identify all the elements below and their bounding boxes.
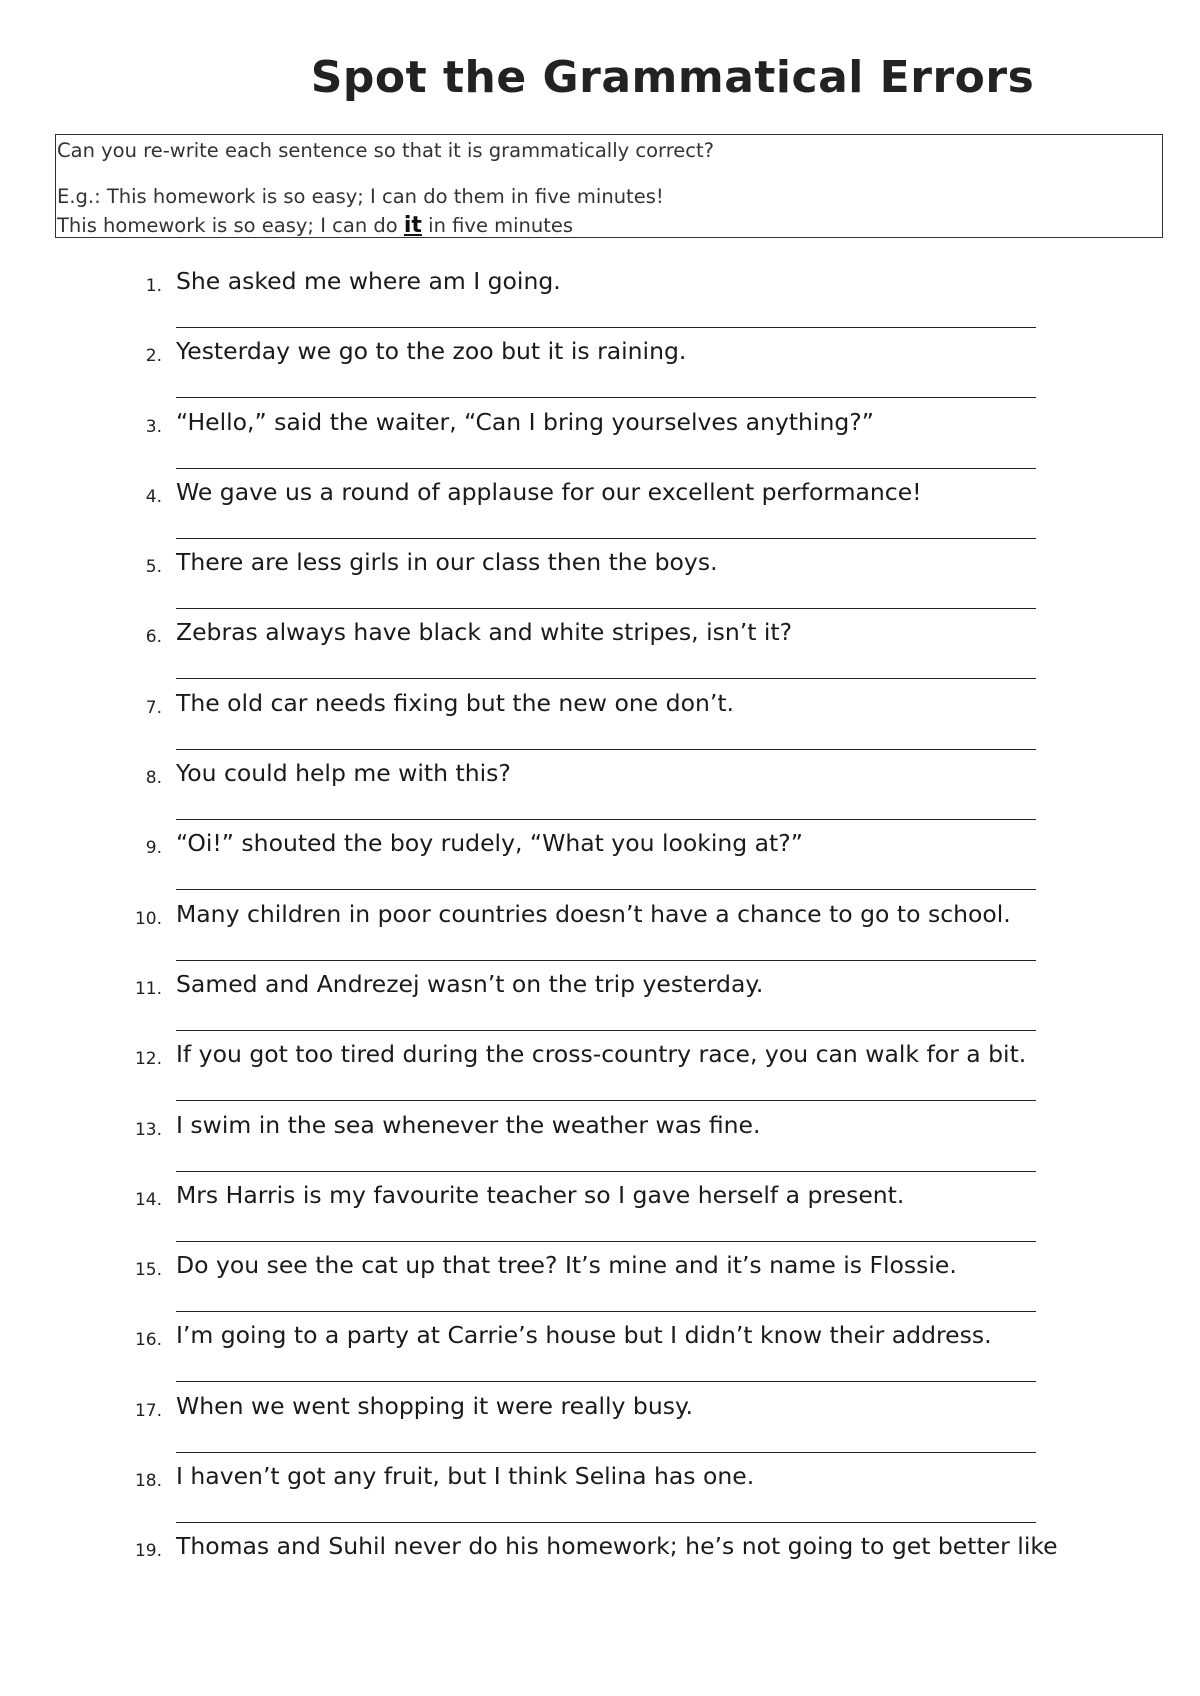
question-number: 3.	[145, 416, 162, 437]
question-item	[0, 334, 1200, 404]
answer-line[interactable]	[176, 1100, 1036, 1101]
question-number: 13.	[134, 1119, 162, 1140]
question-item	[0, 1318, 1200, 1388]
instructions-question: Can you re-write each sentence so that it is grammatically correct?	[57, 139, 715, 162]
question-sentence: Thomas and Suhil never do his homework; he’s not going to get better like	[176, 1532, 1058, 1561]
answer-line[interactable]	[176, 960, 1036, 961]
question-item	[0, 1389, 1200, 1459]
question-number: 1.	[145, 276, 162, 296]
answer-line[interactable]	[176, 1452, 1036, 1453]
question-number: 18.	[134, 1471, 162, 1492]
question-number: 15.	[134, 1260, 162, 1281]
question-item	[0, 1459, 1200, 1529]
question-number: 11.	[134, 978, 162, 999]
question-number: 9.	[145, 838, 162, 859]
question-item	[0, 826, 1200, 896]
question-sentence: If you got too tired during the cross-country race, you can walk for a bit.	[176, 1040, 1027, 1069]
question-item	[0, 1037, 1200, 1107]
question-list	[0, 264, 1200, 1600]
question-number: 2.	[145, 346, 162, 367]
question-item	[0, 1108, 1200, 1178]
answer-line[interactable]	[176, 538, 1036, 539]
question-item	[0, 756, 1200, 826]
answer-line[interactable]	[176, 1522, 1036, 1523]
question-sentence: I haven’t got any fruit, but I think Selina has one.	[176, 1462, 755, 1491]
question-number: 17.	[134, 1400, 162, 1421]
answer-line[interactable]	[176, 889, 1036, 890]
instructions-box	[55, 134, 1163, 238]
question-number: 4.	[145, 486, 162, 507]
question-sentence: “Oi!” shouted the boy rudely, “What you looking at?”	[176, 829, 803, 858]
answer-line[interactable]	[176, 1241, 1036, 1242]
question-sentence: “Hello,” said the waiter, “Can I bring yourselves anything?”	[176, 407, 874, 436]
question-sentence: You could help me with this?	[176, 759, 511, 788]
question-sentence: Yesterday we go to the zoo but it is raining.	[176, 337, 687, 366]
answer-line[interactable]	[176, 1311, 1036, 1312]
example-incorrect-sentence: E.g.: This homework is so easy; I can do them in five minutes!	[57, 185, 664, 208]
question-number: 8.	[145, 768, 162, 789]
question-sentence: Mrs Harris is my favourite teacher so I gave herself a present.	[176, 1180, 905, 1209]
question-sentence: Do you see the cat up that tree? It’s mine and it’s name is Flossie.	[176, 1251, 957, 1280]
question-item	[0, 545, 1200, 615]
question-item	[0, 686, 1200, 756]
question-sentence: Many children in poor countries doesn’t have a chance to go to school.	[176, 899, 1011, 928]
question-sentence: Samed and Andrezej wasn’t on the trip yesterday.	[176, 969, 764, 998]
question-number: 19.	[134, 1541, 162, 1562]
question-number: 6.	[145, 627, 162, 648]
answer-line[interactable]	[176, 608, 1036, 609]
question-sentence: I’m going to a party at Carrie’s house but I didn’t know their address.	[176, 1321, 992, 1350]
question-number: 5.	[145, 557, 162, 578]
question-item	[0, 264, 1200, 334]
question-sentence: Zebras always have black and white stripes, isn’t it?	[176, 618, 793, 647]
question-item	[0, 405, 1200, 475]
question-item	[0, 1248, 1200, 1318]
question-number: 7.	[145, 697, 162, 718]
question-sentence: There are less girls in our class then the boys.	[176, 548, 718, 577]
answer-line[interactable]	[176, 819, 1036, 820]
question-number: 16.	[134, 1330, 162, 1351]
question-item	[0, 967, 1200, 1037]
answer-line[interactable]	[176, 397, 1036, 398]
question-sentence: When we went shopping it were really busy.	[176, 1391, 693, 1420]
question-number: 10.	[134, 908, 162, 929]
question-number: 14.	[134, 1189, 162, 1210]
answer-line[interactable]	[176, 1030, 1036, 1031]
answer-line[interactable]	[176, 678, 1036, 679]
answer-line[interactable]	[176, 1381, 1036, 1382]
question-number: 12.	[134, 1049, 162, 1070]
example-corrected-start: This homework is so easy; I can do	[57, 214, 404, 237]
answer-line[interactable]	[176, 468, 1036, 469]
question-item	[0, 897, 1200, 967]
question-sentence: I swim in the sea whenever the weather was fine.	[176, 1110, 761, 1139]
answer-line[interactable]	[176, 749, 1036, 750]
example-corrected-sentence	[57, 213, 573, 238]
page-title: Spot the Grammatical Errors	[310, 52, 1035, 103]
question-item	[0, 1529, 1200, 1599]
question-sentence: The old car needs fixing but the new one don’t.	[176, 688, 734, 717]
question-sentence: We gave us a round of applause for our excellent performance!	[176, 477, 922, 506]
example-corrected-end: in five minutes	[421, 214, 574, 237]
answer-line[interactable]	[176, 1171, 1036, 1172]
question-item	[0, 1178, 1200, 1248]
question-sentence: She asked me where am I going.	[176, 267, 561, 295]
question-item	[0, 475, 1200, 545]
question-item	[0, 615, 1200, 685]
answer-line[interactable]	[176, 327, 1036, 328]
example-highlight-word: it	[403, 213, 422, 238]
